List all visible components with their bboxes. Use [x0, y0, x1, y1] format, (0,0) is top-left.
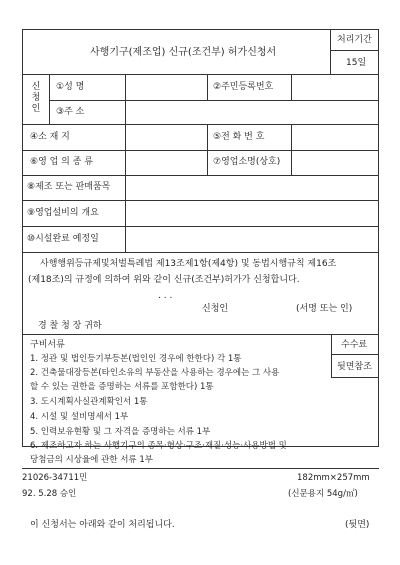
doc-item: 1. 정관 및 법인등기부등본(법인인 경우에 한한다) 각 1통 — [30, 354, 242, 364]
statement-line-2: (제18조)의 규정에 의하여 위와 같이 신규(조건부)허가가 신청합니다. — [28, 275, 300, 285]
row-line-4 — [22, 150, 379, 151]
statement-line-1: 사행행위등규제및처벌특례법 제13조제1항(제4항) 및 동법시행규칙 제16조 — [40, 259, 337, 269]
row-line-2 — [49, 100, 379, 101]
period-divider — [330, 29, 331, 74]
phone-label: ⑤전 화 번 호 — [213, 132, 265, 142]
addressee: 경 찰 청 장 귀하 — [38, 321, 102, 331]
applicant-col-line — [49, 74, 50, 124]
footer-paper: (신문용지 54g/㎡) — [288, 489, 358, 499]
docs-label: 구비서류 — [30, 340, 65, 350]
applicant-sign-label: 신청인 — [202, 304, 229, 314]
row-line-5 — [22, 175, 379, 176]
row-line-7 — [22, 226, 379, 227]
border-left — [22, 29, 23, 447]
border-right — [378, 29, 379, 447]
row-line-1 — [22, 74, 379, 75]
right-col-line-1 — [291, 74, 292, 100]
doc-item: 5. 인력보유현황 및 그 자격을 증명하는 서류 1부 — [30, 427, 211, 437]
products-label: ⑧제조 또는 판매품목 — [27, 182, 111, 192]
fee-value: 뒷면참조 — [337, 362, 372, 372]
footer-code: 21026-34711민 — [22, 473, 88, 483]
fee-bottom-line — [331, 377, 379, 378]
mid-col-line-1 — [207, 74, 208, 100]
row-line-6 — [22, 200, 379, 201]
doc-item: 3. 도시계획사실관계확인서 1통 — [30, 397, 148, 407]
resident-no-label: ②주민등록번호 — [213, 82, 274, 92]
doc-item: 6. 제조하고자 하는 사행기구의 종목·형상·구조·재질·성능·사용방법 및 — [30, 441, 287, 451]
form-title: 사행기구(제조업) 신규(조건부) 허가신청서 — [90, 47, 277, 58]
facilities-label: ⑨영업설비의 개요 — [27, 208, 99, 218]
business-name-label: ⑦영업소명(상호) — [213, 157, 281, 167]
fee-divider — [331, 334, 332, 378]
doc-item: 2. 건축물대장등본(타인소유의 부동산을 사용하는 경우에는 그 사용 — [30, 368, 280, 378]
doc-item: 할 수 있는 권한을 증명하는 서류를 포함한다) 1통 — [30, 382, 214, 392]
processing-period-value: 15일 — [346, 58, 367, 68]
location-label: ④소 재 지 — [30, 132, 70, 142]
doc-item: 4. 시설 및 설비명세서 1부 — [30, 412, 129, 422]
applicant-label: 신청인 — [31, 82, 41, 114]
address-label: ③주 소 — [56, 107, 85, 117]
doc-item: 당첨금의 시상율에 관한 서류 1부 — [30, 455, 153, 465]
business-type-label: ⑥영 업 의 종 류 — [30, 157, 93, 167]
footer-size: 182mm×257mm — [297, 473, 370, 483]
border-top — [22, 29, 379, 30]
row-line-8 — [22, 252, 379, 253]
completion-date-label: ⑩시설완료 예정일 — [27, 234, 99, 244]
date-dots: . . . — [158, 291, 173, 301]
fee-label: 수수료 — [341, 340, 368, 350]
row-line-3 — [22, 124, 379, 125]
bottom-note: 이 신청서는 아래와 같이 처리됩니다. — [30, 520, 175, 530]
row-line-9 — [22, 334, 379, 335]
label-col-line — [125, 74, 126, 252]
name-label: ①성 명 — [56, 82, 85, 92]
processing-period-label: 처리기간 — [337, 35, 372, 45]
sign-note: (서명 또는 인) — [296, 304, 353, 314]
footer-rule — [22, 468, 379, 469]
period-mid-line — [330, 50, 378, 51]
mid-col-line-2 — [207, 124, 208, 175]
bottom-back: (뒷면) — [345, 520, 370, 530]
footer-date: 92. 5.28 승인 — [22, 489, 77, 499]
fee-mid-line — [331, 354, 379, 355]
right-col-line-2 — [291, 124, 292, 175]
